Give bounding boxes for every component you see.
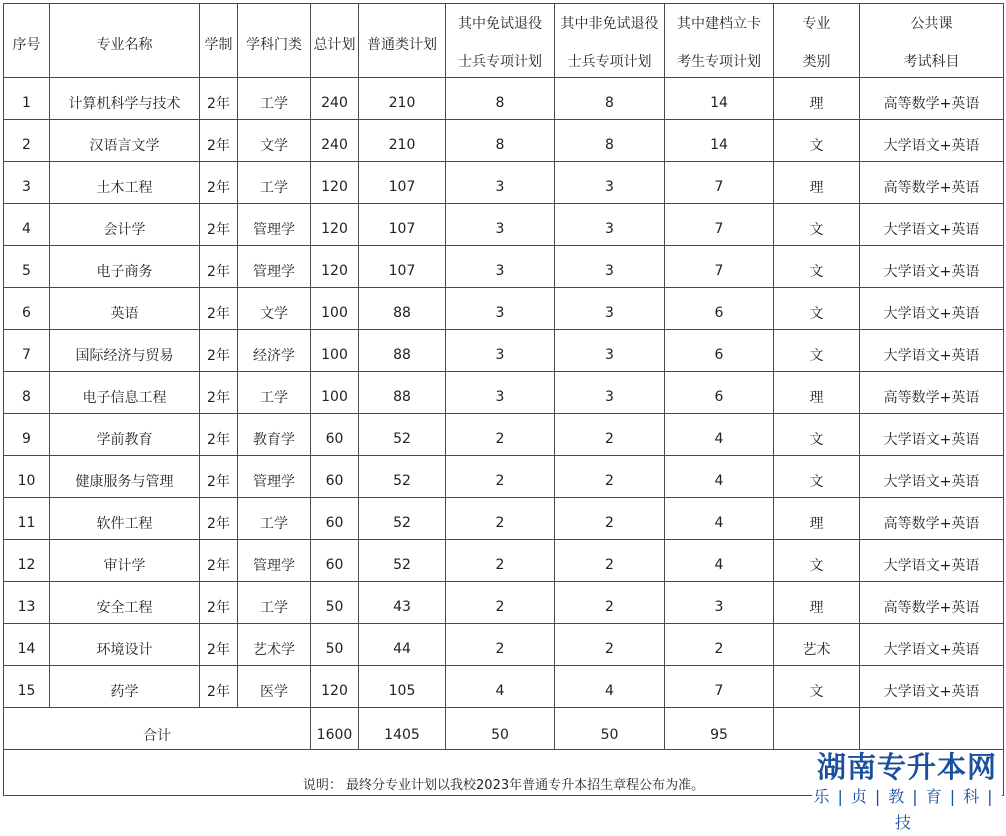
cell-discipline: 工学 bbox=[238, 582, 311, 624]
cell-nonexempt: 3 bbox=[555, 246, 665, 288]
cell-category: 文 bbox=[774, 330, 860, 372]
cell-poverty: 4 bbox=[665, 540, 774, 582]
cell-total: 100 bbox=[311, 330, 359, 372]
header-line: 专业 bbox=[802, 15, 831, 32]
cell-category: 文 bbox=[774, 120, 860, 162]
cell-category: 理 bbox=[774, 498, 860, 540]
cell-total: 120 bbox=[311, 162, 359, 204]
cell-discipline: 教育学 bbox=[238, 414, 311, 456]
cell-seq: 1 bbox=[4, 78, 50, 120]
cell-exempt: 3 bbox=[446, 330, 555, 372]
cell-total: 240 bbox=[311, 120, 359, 162]
cell-exempt: 3 bbox=[446, 204, 555, 246]
cell-exempt: 2 bbox=[446, 624, 555, 666]
cell-nonexempt: 3 bbox=[555, 372, 665, 414]
cell-name: 审计学 bbox=[50, 540, 200, 582]
totals-category-empty bbox=[774, 708, 860, 750]
cell-poverty: 6 bbox=[665, 372, 774, 414]
cell-subjects: 大学语文+英语 bbox=[860, 456, 1004, 498]
cell-discipline: 工学 bbox=[238, 372, 311, 414]
cell-category: 文 bbox=[774, 288, 860, 330]
cell-regular: 210 bbox=[359, 78, 446, 120]
cell-nonexempt: 2 bbox=[555, 498, 665, 540]
totals-label: 合计 bbox=[4, 708, 311, 750]
cell-poverty: 14 bbox=[665, 120, 774, 162]
cell-seq: 12 bbox=[4, 540, 50, 582]
table-row bbox=[4, 162, 1004, 204]
cell-total: 60 bbox=[311, 540, 359, 582]
cell-seq: 10 bbox=[4, 456, 50, 498]
cell-exempt: 8 bbox=[446, 78, 555, 120]
cell-years: 2年 bbox=[200, 372, 238, 414]
cell-total: 100 bbox=[311, 372, 359, 414]
cell-name: 健康服务与管理 bbox=[50, 456, 200, 498]
totals-exempt: 50 bbox=[446, 708, 555, 750]
cell-category: 文 bbox=[774, 204, 860, 246]
table-row bbox=[4, 372, 1004, 414]
cell-exempt: 4 bbox=[446, 666, 555, 708]
cell-category: 文 bbox=[774, 540, 860, 582]
header-total-plan: 总计划 bbox=[311, 4, 359, 78]
cell-poverty: 6 bbox=[665, 330, 774, 372]
cell-years: 2年 bbox=[200, 246, 238, 288]
cell-name: 计算机科学与技术 bbox=[50, 78, 200, 120]
cell-total: 120 bbox=[311, 246, 359, 288]
watermark-subtitle: 乐|贞|教|育|科|技 bbox=[813, 787, 1001, 832]
cell-nonexempt: 8 bbox=[555, 78, 665, 120]
header-line: 其中非免试退役 bbox=[560, 15, 659, 32]
header-line: 类别 bbox=[802, 53, 831, 70]
cell-subjects: 大学语文+英语 bbox=[860, 330, 1004, 372]
cell-discipline: 文学 bbox=[238, 120, 311, 162]
cell-subjects: 大学语文+英语 bbox=[860, 204, 1004, 246]
cell-discipline: 工学 bbox=[238, 498, 311, 540]
cell-years: 2年 bbox=[200, 498, 238, 540]
cell-name: 药学 bbox=[50, 666, 200, 708]
cell-years: 2年 bbox=[200, 330, 238, 372]
cell-seq: 3 bbox=[4, 162, 50, 204]
cell-poverty: 7 bbox=[665, 162, 774, 204]
cell-subjects: 高等数学+英语 bbox=[860, 372, 1004, 414]
cell-seq: 11 bbox=[4, 498, 50, 540]
cell-nonexempt: 2 bbox=[555, 540, 665, 582]
cell-total: 120 bbox=[311, 204, 359, 246]
table-row bbox=[4, 456, 1004, 498]
header-line: 其中免试退役 bbox=[458, 15, 542, 32]
cell-poverty: 4 bbox=[665, 456, 774, 498]
cell-exempt: 3 bbox=[446, 246, 555, 288]
cell-regular: 44 bbox=[359, 624, 446, 666]
cell-subjects: 大学语文+英语 bbox=[860, 666, 1004, 708]
cell-regular: 107 bbox=[359, 204, 446, 246]
cell-category: 理 bbox=[774, 162, 860, 204]
cell-years: 2年 bbox=[200, 288, 238, 330]
header-line: 考生专项计划 bbox=[677, 53, 761, 70]
cell-seq: 9 bbox=[4, 414, 50, 456]
cell-subjects: 高等数学+英语 bbox=[860, 78, 1004, 120]
cell-regular: 52 bbox=[359, 456, 446, 498]
header-nonexempt-veteran-plan bbox=[555, 4, 665, 78]
cell-category: 文 bbox=[774, 414, 860, 456]
cell-exempt: 2 bbox=[446, 456, 555, 498]
table-body bbox=[4, 78, 1004, 708]
cell-exempt: 2 bbox=[446, 582, 555, 624]
table-row bbox=[4, 540, 1004, 582]
totals-total: 1600 bbox=[311, 708, 359, 750]
cell-years: 2年 bbox=[200, 414, 238, 456]
cell-poverty: 7 bbox=[665, 204, 774, 246]
cell-category: 艺术 bbox=[774, 624, 860, 666]
cell-exempt: 2 bbox=[446, 540, 555, 582]
cell-years: 2年 bbox=[200, 162, 238, 204]
cell-subjects: 高等数学+英语 bbox=[860, 582, 1004, 624]
cell-name: 电子商务 bbox=[50, 246, 200, 288]
cell-category: 理 bbox=[774, 372, 860, 414]
cell-seq: 6 bbox=[4, 288, 50, 330]
cell-poverty: 2 bbox=[665, 624, 774, 666]
cell-regular: 107 bbox=[359, 162, 446, 204]
cell-exempt: 3 bbox=[446, 162, 555, 204]
cell-discipline: 医学 bbox=[238, 666, 311, 708]
header-line: 考试科目 bbox=[903, 53, 960, 70]
cell-years: 2年 bbox=[200, 78, 238, 120]
cell-name: 安全工程 bbox=[50, 582, 200, 624]
cell-category: 文 bbox=[774, 456, 860, 498]
cell-years: 2年 bbox=[200, 666, 238, 708]
table-row bbox=[4, 204, 1004, 246]
table-row bbox=[4, 330, 1004, 372]
header-category bbox=[774, 4, 860, 78]
cell-regular: 210 bbox=[359, 120, 446, 162]
cell-category: 文 bbox=[774, 666, 860, 708]
cell-nonexempt: 2 bbox=[555, 414, 665, 456]
enrollment-plan-table bbox=[3, 3, 1004, 796]
header-seq: 序号 bbox=[4, 4, 50, 78]
table-row bbox=[4, 666, 1004, 708]
cell-name: 英语 bbox=[50, 288, 200, 330]
cell-nonexempt: 2 bbox=[555, 582, 665, 624]
cell-total: 120 bbox=[311, 666, 359, 708]
totals-nonexempt: 50 bbox=[555, 708, 665, 750]
cell-category: 理 bbox=[774, 582, 860, 624]
cell-seq: 2 bbox=[4, 120, 50, 162]
cell-nonexempt: 3 bbox=[555, 162, 665, 204]
cell-poverty: 6 bbox=[665, 288, 774, 330]
cell-seq: 15 bbox=[4, 666, 50, 708]
cell-name: 学前教育 bbox=[50, 414, 200, 456]
cell-name: 汉语言文学 bbox=[50, 120, 200, 162]
cell-discipline: 管理学 bbox=[238, 204, 311, 246]
watermark-logo bbox=[812, 750, 1002, 832]
cell-total: 60 bbox=[311, 498, 359, 540]
cell-seq: 7 bbox=[4, 330, 50, 372]
cell-discipline: 管理学 bbox=[238, 246, 311, 288]
cell-exempt: 2 bbox=[446, 498, 555, 540]
header-line: 公共课 bbox=[910, 15, 953, 32]
cell-discipline: 管理学 bbox=[238, 540, 311, 582]
cell-nonexempt: 2 bbox=[555, 456, 665, 498]
cell-years: 2年 bbox=[200, 540, 238, 582]
cell-nonexempt: 2 bbox=[555, 624, 665, 666]
cell-poverty: 7 bbox=[665, 666, 774, 708]
cell-total: 100 bbox=[311, 288, 359, 330]
cell-seq: 8 bbox=[4, 372, 50, 414]
cell-seq: 13 bbox=[4, 582, 50, 624]
totals-row bbox=[4, 708, 1004, 750]
totals-subjects-empty bbox=[860, 708, 1004, 750]
table-row bbox=[4, 120, 1004, 162]
cell-regular: 105 bbox=[359, 666, 446, 708]
cell-exempt: 2 bbox=[446, 414, 555, 456]
cell-name: 环境设计 bbox=[50, 624, 200, 666]
cell-subjects: 大学语文+英语 bbox=[860, 624, 1004, 666]
cell-discipline: 工学 bbox=[238, 162, 311, 204]
cell-discipline: 艺术学 bbox=[238, 624, 311, 666]
cell-total: 50 bbox=[311, 624, 359, 666]
note-text: 说明： 最终分专业计划以我校2023年普通专升本招生章程公布为准。 bbox=[4, 750, 1004, 796]
cell-category: 理 bbox=[774, 78, 860, 120]
cell-years: 2年 bbox=[200, 624, 238, 666]
cell-name: 会计学 bbox=[50, 204, 200, 246]
cell-total: 60 bbox=[311, 456, 359, 498]
header-years: 学制 bbox=[200, 4, 238, 78]
table-row bbox=[4, 498, 1004, 540]
table-row bbox=[4, 78, 1004, 120]
cell-regular: 52 bbox=[359, 540, 446, 582]
cell-seq: 14 bbox=[4, 624, 50, 666]
cell-total: 240 bbox=[311, 78, 359, 120]
header-exempt-veteran-plan bbox=[446, 4, 555, 78]
cell-subjects: 高等数学+英语 bbox=[860, 162, 1004, 204]
cell-subjects: 大学语文+英语 bbox=[860, 288, 1004, 330]
cell-subjects: 大学语文+英语 bbox=[860, 540, 1004, 582]
cell-category: 文 bbox=[774, 246, 860, 288]
cell-discipline: 工学 bbox=[238, 78, 311, 120]
cell-subjects: 高等数学+英语 bbox=[860, 498, 1004, 540]
cell-years: 2年 bbox=[200, 582, 238, 624]
cell-poverty: 7 bbox=[665, 246, 774, 288]
totals-poverty: 95 bbox=[665, 708, 774, 750]
cell-total: 50 bbox=[311, 582, 359, 624]
cell-poverty: 3 bbox=[665, 582, 774, 624]
header-line: 士兵专项计划 bbox=[567, 53, 652, 70]
cell-regular: 43 bbox=[359, 582, 446, 624]
cell-nonexempt: 4 bbox=[555, 666, 665, 708]
cell-seq: 4 bbox=[4, 204, 50, 246]
header-line: 其中建档立卡 bbox=[677, 15, 761, 32]
cell-total: 60 bbox=[311, 414, 359, 456]
cell-subjects: 大学语文+英语 bbox=[860, 246, 1004, 288]
cell-discipline: 经济学 bbox=[238, 330, 311, 372]
cell-poverty: 4 bbox=[665, 414, 774, 456]
cell-nonexempt: 8 bbox=[555, 120, 665, 162]
cell-discipline: 文学 bbox=[238, 288, 311, 330]
header-discipline: 学科门类 bbox=[238, 4, 311, 78]
cell-exempt: 3 bbox=[446, 288, 555, 330]
cell-name: 软件工程 bbox=[50, 498, 200, 540]
cell-exempt: 8 bbox=[446, 120, 555, 162]
cell-poverty: 14 bbox=[665, 78, 774, 120]
cell-nonexempt: 3 bbox=[555, 330, 665, 372]
cell-regular: 88 bbox=[359, 288, 446, 330]
cell-name: 土木工程 bbox=[50, 162, 200, 204]
table-row bbox=[4, 288, 1004, 330]
header-line: 士兵专项计划 bbox=[458, 53, 542, 70]
cell-subjects: 大学语文+英语 bbox=[860, 120, 1004, 162]
cell-discipline: 管理学 bbox=[238, 456, 311, 498]
table-row bbox=[4, 582, 1004, 624]
totals-regular: 1405 bbox=[359, 708, 446, 750]
header-major-name: 专业名称 bbox=[50, 4, 200, 78]
header-regular-plan: 普通类计划 bbox=[359, 4, 446, 78]
cell-regular: 88 bbox=[359, 372, 446, 414]
cell-nonexempt: 3 bbox=[555, 288, 665, 330]
cell-years: 2年 bbox=[200, 204, 238, 246]
cell-subjects: 大学语文+英语 bbox=[860, 414, 1004, 456]
cell-years: 2年 bbox=[200, 120, 238, 162]
watermark-title: 湖南专升本网 bbox=[816, 750, 997, 784]
cell-years: 2年 bbox=[200, 456, 238, 498]
table-row bbox=[4, 246, 1004, 288]
header-poverty-plan bbox=[665, 4, 774, 78]
header-exam-subjects bbox=[860, 4, 1004, 78]
cell-regular: 52 bbox=[359, 414, 446, 456]
cell-seq: 5 bbox=[4, 246, 50, 288]
cell-poverty: 4 bbox=[665, 498, 774, 540]
cell-regular: 88 bbox=[359, 330, 446, 372]
table-header-row bbox=[4, 4, 1004, 78]
table-row bbox=[4, 414, 1004, 456]
cell-name: 电子信息工程 bbox=[50, 372, 200, 414]
table-row bbox=[4, 624, 1004, 666]
cell-exempt: 3 bbox=[446, 372, 555, 414]
cell-regular: 52 bbox=[359, 498, 446, 540]
cell-name: 国际经济与贸易 bbox=[50, 330, 200, 372]
cell-regular: 107 bbox=[359, 246, 446, 288]
cell-nonexempt: 3 bbox=[555, 204, 665, 246]
